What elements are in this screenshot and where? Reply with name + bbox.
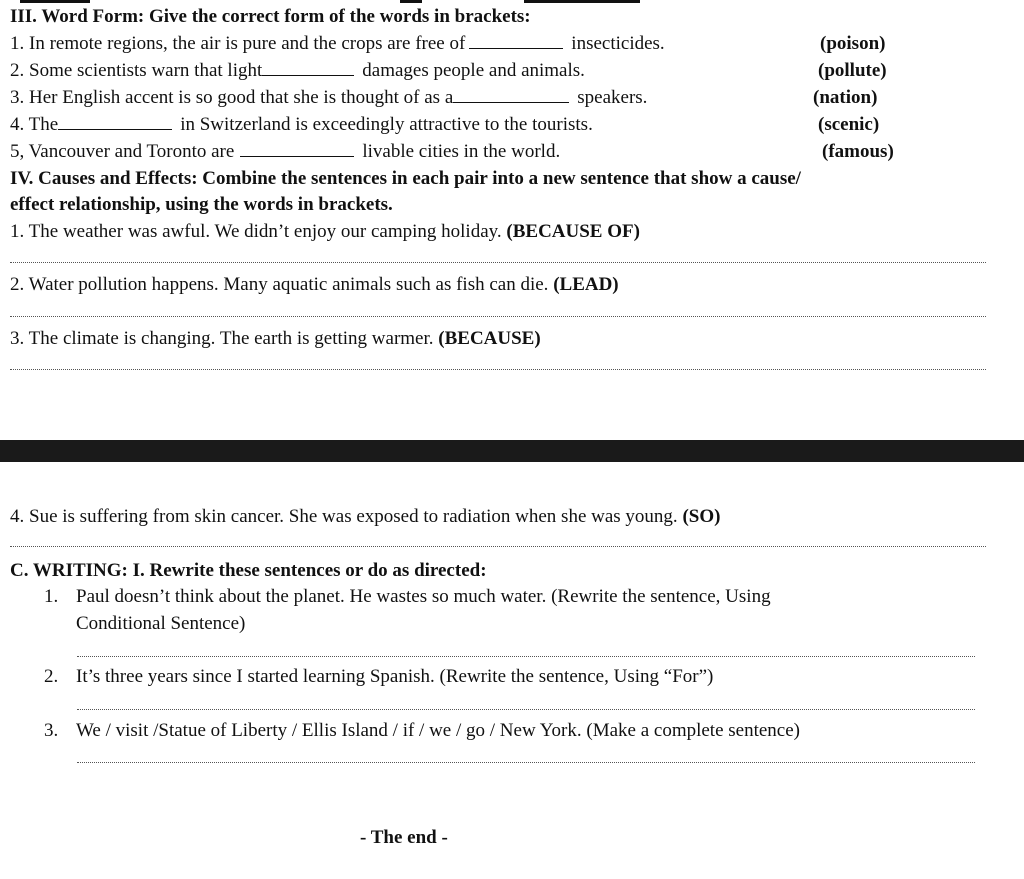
word-form-item-3: 3. Her English accent is so good that she is thought of as a speakers. bbox=[10, 87, 648, 108]
writing-item-1: 1. Paul doesn’t think about the planet. He wastes so much water. (Rewrite the sentence, Using bbox=[44, 586, 771, 607]
writing-item-3: 3. We / visit /Statue of Liberty / Ellis Island / if / we / go / New York. (Make a complete sentence) bbox=[44, 720, 801, 741]
section-3-heading: III. Word Form: Give the correct form of the words in brackets: bbox=[10, 6, 531, 27]
answer-line[interactable] bbox=[10, 546, 986, 547]
word-form-item-2: 2. Some scientists warn that light damages people and animals. bbox=[10, 60, 585, 81]
cropped-previous-line bbox=[0, 0, 1024, 3]
word-hint: (nation) bbox=[813, 87, 878, 108]
word-form-item-5: 5, Vancouver and Toronto are livable cities in the world. bbox=[10, 141, 561, 162]
answer-blank[interactable] bbox=[58, 115, 172, 130]
word-hint: (famous) bbox=[822, 141, 894, 162]
word-hint: (LEAD) bbox=[553, 274, 619, 295]
cause-effect-item-1: 1. The weather was awful. We didn’t enjoy our camping holiday. (BECAUSE OF) bbox=[10, 221, 640, 242]
word-hint: (BECAUSE OF) bbox=[506, 221, 640, 242]
word-hint: (SO) bbox=[682, 506, 721, 527]
answer-line[interactable] bbox=[77, 709, 975, 710]
answer-line[interactable] bbox=[10, 262, 986, 263]
answer-blank[interactable] bbox=[469, 34, 563, 49]
answer-line[interactable] bbox=[77, 762, 975, 763]
answer-blank[interactable] bbox=[453, 88, 569, 103]
word-form-item-1: 1. In remote regions, the air is pure and the crops are free of insecticides. bbox=[10, 33, 665, 54]
answer-blank[interactable] bbox=[240, 142, 354, 157]
answer-blank[interactable] bbox=[262, 61, 354, 76]
writing-item-2: 2. It’s three years since I started learning Spanish. (Rewrite the sentence, Using “For”) bbox=[44, 666, 714, 687]
end-text: - The end - bbox=[360, 827, 448, 848]
section-4-heading-line-1: IV. Causes and Effects: Combine the sentences in each pair into a new sentence that show a cause/ bbox=[10, 168, 801, 189]
writing-heading: C. WRITING: I. Rewrite these sentences or do as directed: bbox=[10, 560, 487, 581]
cause-effect-item-2: 2. Water pollution happens. Many aquatic animals such as fish can die. (LEAD) bbox=[10, 274, 619, 295]
word-form-item-4: 4. The in Switzerland is exceedingly attractive to the tourists. bbox=[10, 114, 593, 135]
answer-line[interactable] bbox=[10, 369, 986, 370]
writing-item-1-continued: Conditional Sentence) bbox=[76, 613, 246, 634]
cause-effect-item-4: 4. Sue is suffering from skin cancer. She was exposed to radiation when she was young. (SO) bbox=[10, 506, 721, 527]
word-hint: (pollute) bbox=[818, 60, 887, 81]
answer-line[interactable] bbox=[10, 316, 986, 317]
section-4-heading-line-2: effect relationship, using the words in brackets. bbox=[10, 194, 393, 215]
word-hint: (poison) bbox=[820, 33, 886, 54]
word-hint: (BECAUSE) bbox=[438, 328, 541, 349]
page-separator-band bbox=[0, 440, 1024, 462]
word-hint: (scenic) bbox=[818, 114, 880, 135]
answer-line[interactable] bbox=[77, 656, 975, 657]
cause-effect-item-3: 3. The climate is changing. The earth is getting warmer. (BECAUSE) bbox=[10, 328, 541, 349]
